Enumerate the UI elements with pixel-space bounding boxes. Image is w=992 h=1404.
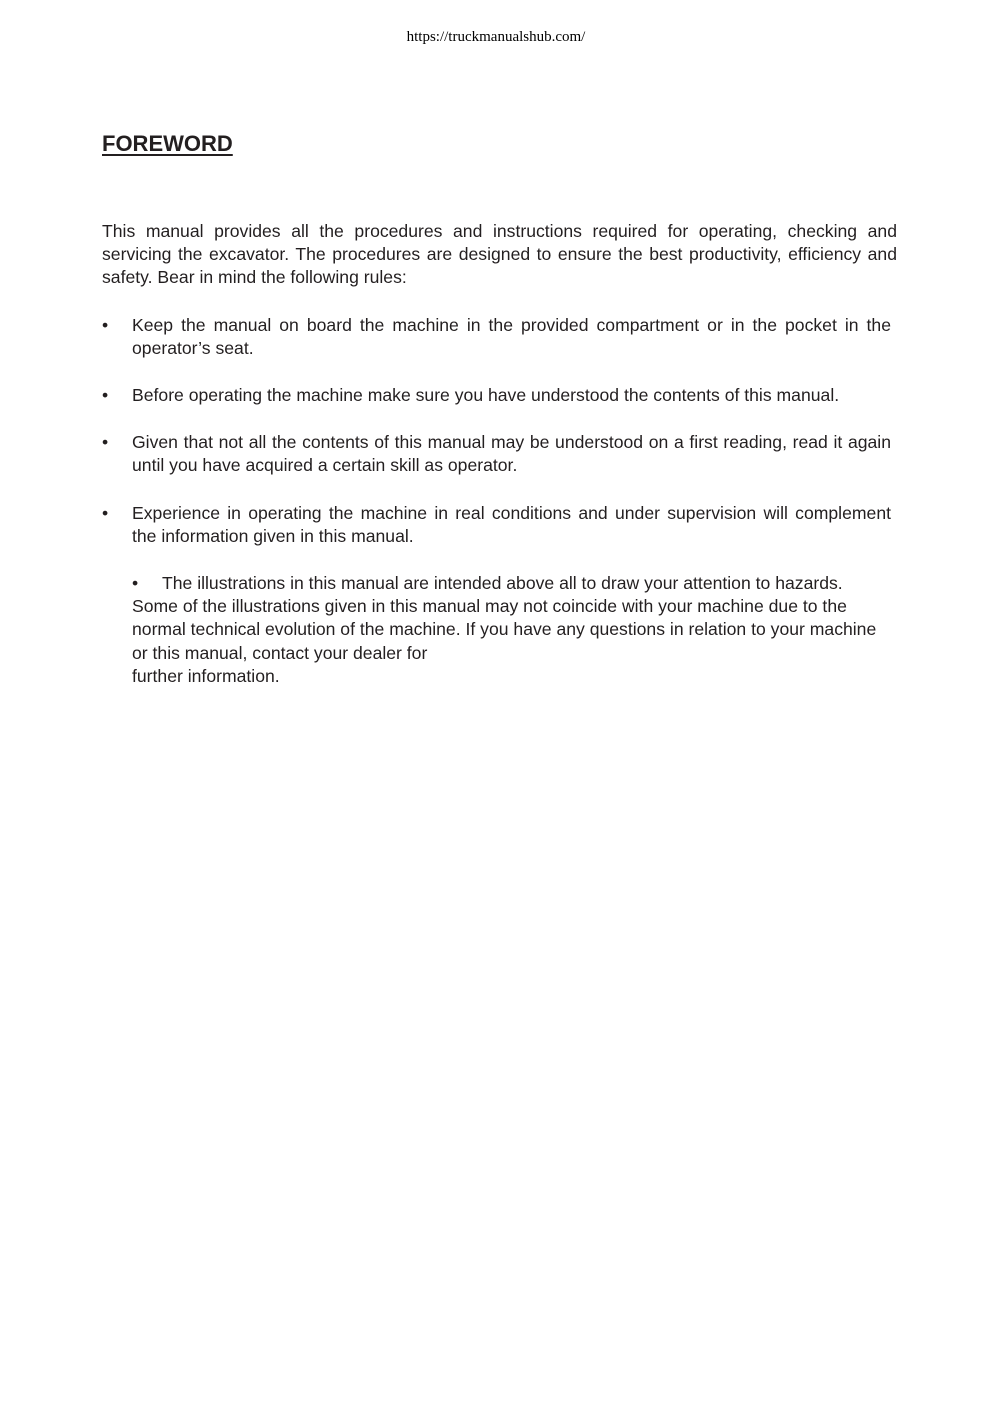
intro-paragraph: This manual provides all the procedures and instructions required for operating, checking and servicing the excavator. The procedures are designed to ensure the best productivity, efficiency and safety. Bear in mind the following rules: (102, 221, 897, 288)
page-title: FOREWORD (102, 131, 233, 156)
closing-paragraph (132, 595, 891, 688)
rules-list (102, 314, 891, 548)
list-item (102, 384, 891, 407)
rule-text: Keep the manual on board the machine in the provided compartment or in the pocket in the operator’s seat. (132, 314, 891, 358)
document-body (102, 220, 897, 688)
bullet-icon: • (102, 432, 109, 453)
bullet-icon: • (102, 385, 109, 406)
list-item (102, 314, 891, 360)
bullet-icon: • (102, 314, 109, 335)
list-item (102, 502, 891, 548)
bullet-icon: • (102, 502, 109, 523)
rule-text: Experience in operating the machine in real conditions and under supervision will complement the information given in this manual. (132, 502, 891, 546)
list-item (102, 431, 891, 477)
bullet-icon: • (132, 573, 139, 594)
sub-rules-list (132, 572, 891, 595)
rule-text: Before operating the machine make sure you have understood the contents of this manual. (132, 385, 840, 406)
header-url: https://truckmanualshub.com/ (406, 29, 586, 45)
closing-main-text: Some of the illustrations given in this manual may not coincide with your machine due to the normal technical evolution of the machine. If you have any questions in relation to your machine or this manual, contact your dealer for (132, 596, 877, 663)
closing-last-line: further information. (132, 665, 280, 686)
list-item (132, 572, 891, 595)
sub-rule-text: The illustrations in this manual are intended above all to draw your attention to hazards. (162, 573, 843, 594)
rule-text: Given that not all the contents of this manual may be understood on a first reading, read it again until you have acquired a certain skill as operator. (132, 432, 891, 476)
